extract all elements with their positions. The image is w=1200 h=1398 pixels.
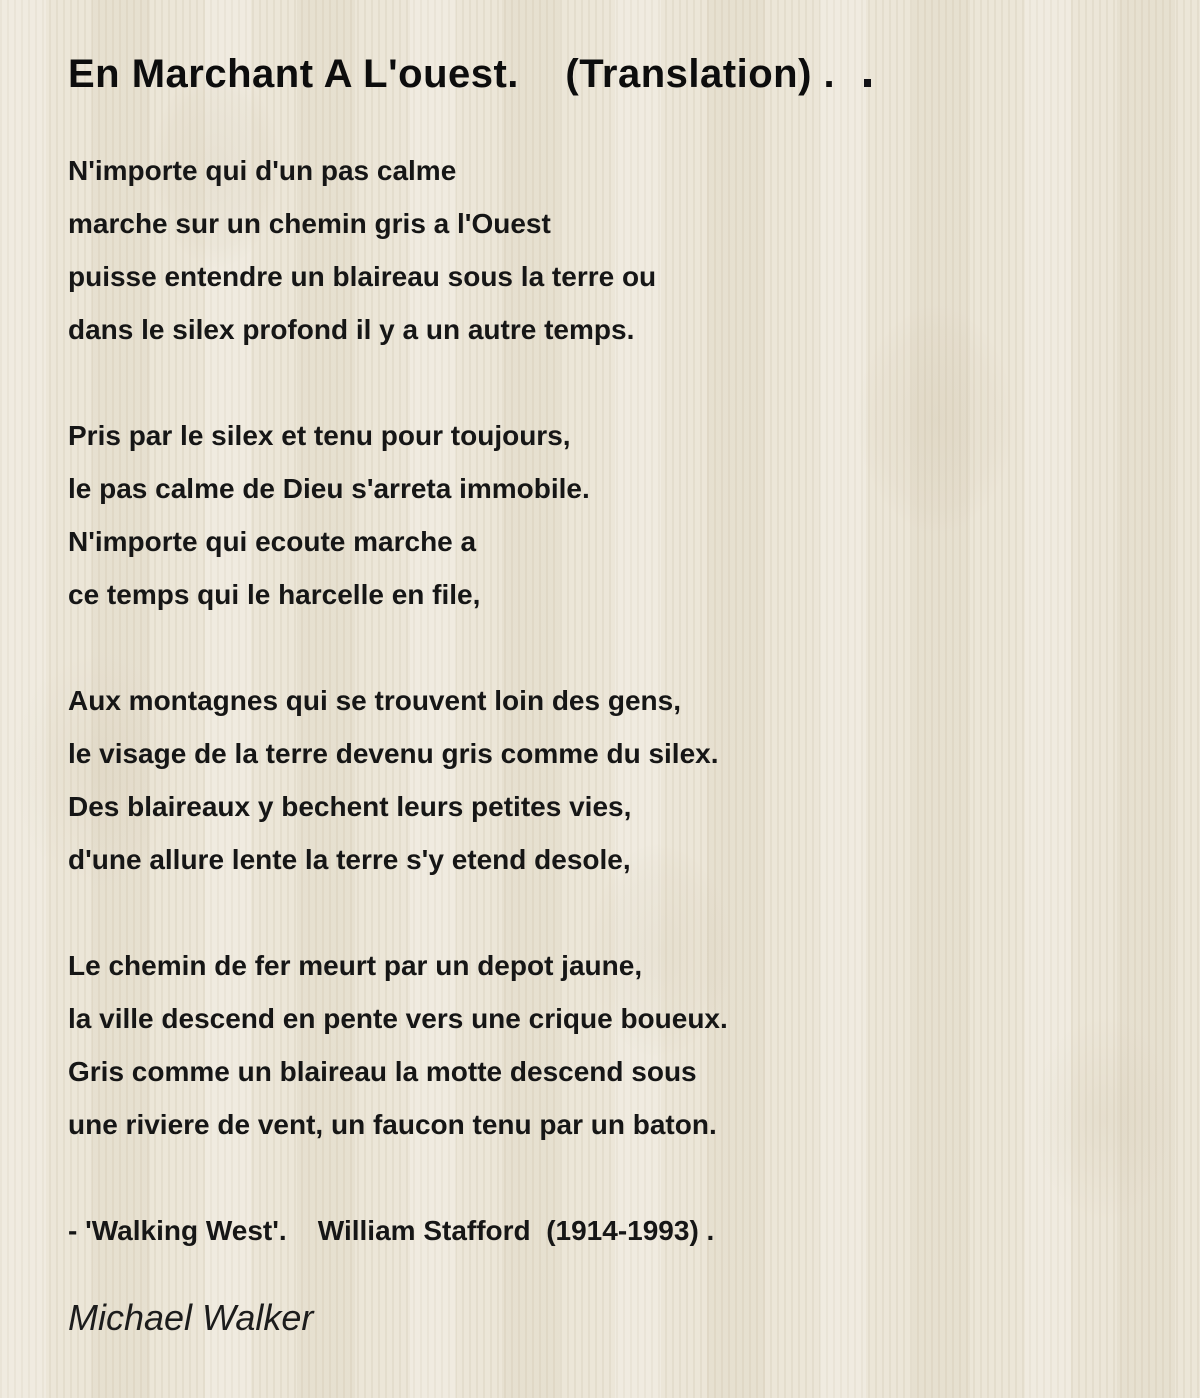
stanza-2 — [68, 409, 1140, 621]
artifact-dot — [864, 79, 871, 87]
poem-line: Pris par le silex et tenu pour toujours, — [68, 420, 571, 451]
stanza-4 — [68, 939, 1140, 1151]
poem-line: Aux montagnes qui se trouvent loin des gens, — [68, 685, 681, 716]
poem-line: d'une allure lente la terre s'y etend desole, — [68, 844, 631, 875]
poem-line: une riviere de vent, un faucon tenu par un baton. — [68, 1109, 717, 1140]
poem-line: marche sur un chemin gris a l'Ouest — [68, 208, 551, 239]
poem-line: N'importe qui ecoute marche a — [68, 526, 477, 557]
poem-line: Gris comme un blaireau la motte descend sous — [68, 1056, 697, 1087]
source-attribution: - 'Walking West'. William Stafford (1914-1993) . — [68, 1215, 715, 1246]
poem-line: Le chemin de fer meurt par un depot jaune, — [68, 950, 643, 981]
poem-title: En Marchant A L'ouest. (Translation) . — [68, 52, 836, 96]
poem-line: dans le silex profond il y a un autre temps. — [68, 314, 635, 345]
stanza-1 — [68, 144, 1140, 356]
poem-line: le visage de la terre devenu gris comme du silex. — [68, 738, 719, 769]
author-signature: Michael Walker — [68, 1297, 314, 1338]
poem-line: la ville descend en pente vers une crique boueux. — [68, 1003, 728, 1034]
poem-line: puisse entendre un blaireau sous la terre ou — [68, 261, 657, 292]
poem-line: ce temps qui le harcelle en file, — [68, 579, 481, 610]
poem-line: Des blaireaux y bechent leurs petites vies, — [68, 791, 632, 822]
poem-line: le pas calme de Dieu s'arreta immobile. — [68, 473, 590, 504]
poem-line: N'importe qui d'un pas calme — [68, 155, 457, 186]
stanza-3 — [68, 674, 1140, 886]
